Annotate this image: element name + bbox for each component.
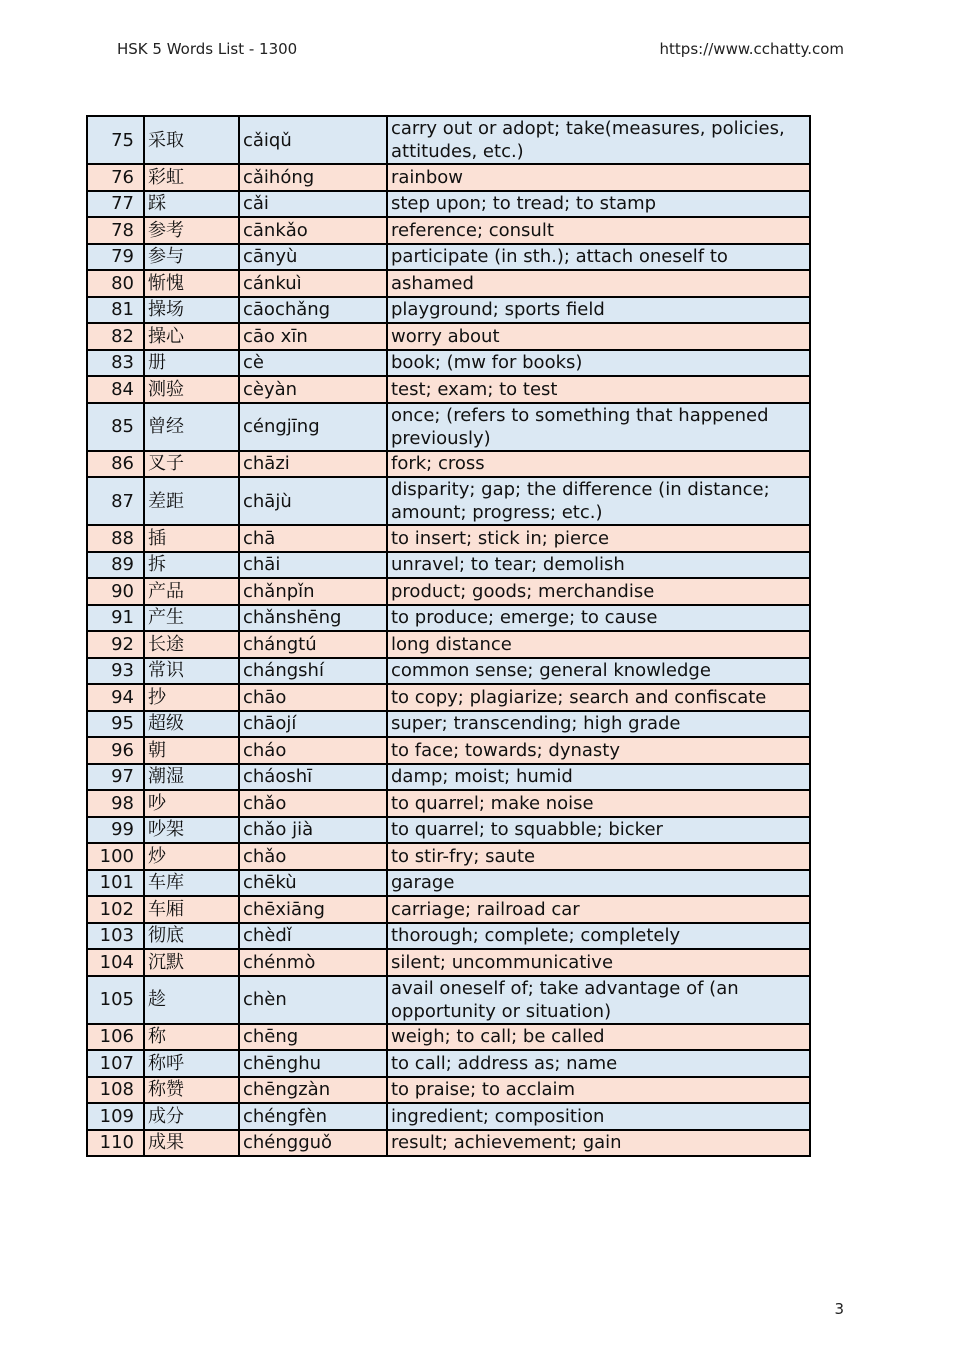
word-number: 78 xyxy=(87,217,144,244)
word-definition: step upon; to tread; to stamp xyxy=(387,191,810,218)
table-row xyxy=(87,164,810,191)
table-row xyxy=(87,244,810,271)
table-row xyxy=(87,1077,810,1104)
word-definition: to praise; to acclaim xyxy=(387,1077,810,1104)
word-number: 103 xyxy=(87,923,144,950)
word-definition: avail oneself of; take advantage of (an opportunity or situation) xyxy=(387,976,810,1024)
vocabulary-rows xyxy=(87,116,810,1156)
word-definition: playground; sports field xyxy=(387,297,810,324)
word-number: 97 xyxy=(87,764,144,791)
word-pinyin: chǎo jià xyxy=(239,817,387,844)
word-definition: to face; towards; dynasty xyxy=(387,737,810,764)
word-definition: carriage; railroad car xyxy=(387,896,810,923)
word-hanzi: 参考 xyxy=(144,217,239,244)
word-hanzi: 称赞 xyxy=(144,1077,239,1104)
page-number: 3 xyxy=(834,1300,844,1318)
word-number: 80 xyxy=(87,270,144,297)
word-definition: test; exam; to test xyxy=(387,376,810,403)
word-hanzi: 抄 xyxy=(144,684,239,711)
table-row xyxy=(87,1024,810,1051)
word-definition: unravel; to tear; demolish xyxy=(387,552,810,579)
table-row xyxy=(87,605,810,632)
word-pinyin: cèyàn xyxy=(239,376,387,403)
word-number: 87 xyxy=(87,477,144,525)
word-number: 110 xyxy=(87,1130,144,1157)
word-number: 86 xyxy=(87,451,144,478)
word-definition: ingredient; composition xyxy=(387,1103,810,1130)
word-pinyin: chēnghu xyxy=(239,1050,387,1077)
table-row xyxy=(87,737,810,764)
word-definition: to stir-fry; saute xyxy=(387,843,810,870)
word-pinyin: chángshí xyxy=(239,658,387,685)
word-hanzi: 参与 xyxy=(144,244,239,271)
word-pinyin: chāi xyxy=(239,552,387,579)
word-definition: thorough; complete; completely xyxy=(387,923,810,950)
word-pinyin: cǎihóng xyxy=(239,164,387,191)
word-hanzi: 测验 xyxy=(144,376,239,403)
table-row xyxy=(87,631,810,658)
word-number: 79 xyxy=(87,244,144,271)
word-pinyin: cāo xīn xyxy=(239,323,387,350)
table-row xyxy=(87,297,810,324)
word-hanzi: 惭愧 xyxy=(144,270,239,297)
table-row xyxy=(87,578,810,605)
word-hanzi: 踩 xyxy=(144,191,239,218)
word-pinyin: cāochǎng xyxy=(239,297,387,324)
word-pinyin: chēxiāng xyxy=(239,896,387,923)
word-pinyin: chénmò xyxy=(239,949,387,976)
word-pinyin: chēngzàn xyxy=(239,1077,387,1104)
word-hanzi: 朝 xyxy=(144,737,239,764)
word-definition: ashamed xyxy=(387,270,810,297)
word-number: 99 xyxy=(87,817,144,844)
word-hanzi: 车厢 xyxy=(144,896,239,923)
vocabulary-table xyxy=(86,115,811,1157)
word-definition: damp; moist; humid xyxy=(387,764,810,791)
table-row xyxy=(87,711,810,738)
word-pinyin: chǎo xyxy=(239,843,387,870)
word-number: 93 xyxy=(87,658,144,685)
word-hanzi: 成分 xyxy=(144,1103,239,1130)
word-hanzi: 彻底 xyxy=(144,923,239,950)
table-row xyxy=(87,949,810,976)
word-number: 108 xyxy=(87,1077,144,1104)
word-pinyin: chèdǐ xyxy=(239,923,387,950)
word-hanzi: 吵架 xyxy=(144,817,239,844)
word-definition: rainbow xyxy=(387,164,810,191)
word-hanzi: 成果 xyxy=(144,1130,239,1157)
word-number: 81 xyxy=(87,297,144,324)
word-number: 100 xyxy=(87,843,144,870)
word-definition: super; transcending; high grade xyxy=(387,711,810,738)
word-pinyin: cānkǎo xyxy=(239,217,387,244)
word-hanzi: 彩虹 xyxy=(144,164,239,191)
word-hanzi: 插 xyxy=(144,525,239,552)
word-definition: to call; address as; name xyxy=(387,1050,810,1077)
word-definition: garage xyxy=(387,870,810,897)
word-pinyin: chāzi xyxy=(239,451,387,478)
table-row xyxy=(87,976,810,1024)
word-hanzi: 趁 xyxy=(144,976,239,1024)
word-pinyin: cǎiqǔ xyxy=(239,116,387,164)
word-definition: book; (mw for books) xyxy=(387,350,810,377)
word-number: 101 xyxy=(87,870,144,897)
word-definition: carry out or adopt; take(measures, policies, attitudes, etc.) xyxy=(387,116,810,164)
word-hanzi: 采取 xyxy=(144,116,239,164)
word-number: 77 xyxy=(87,191,144,218)
word-pinyin: cháo xyxy=(239,737,387,764)
word-hanzi: 炒 xyxy=(144,843,239,870)
word-definition: participate (in sth.); attach oneself to xyxy=(387,244,810,271)
word-number: 91 xyxy=(87,605,144,632)
table-row xyxy=(87,116,810,164)
word-number: 85 xyxy=(87,403,144,451)
word-number: 102 xyxy=(87,896,144,923)
table-row xyxy=(87,1103,810,1130)
word-hanzi: 叉子 xyxy=(144,451,239,478)
word-definition: to quarrel; to squabble; bicker xyxy=(387,817,810,844)
word-pinyin: chā xyxy=(239,525,387,552)
word-number: 89 xyxy=(87,552,144,579)
table-row xyxy=(87,1130,810,1157)
table-row xyxy=(87,217,810,244)
word-number: 83 xyxy=(87,350,144,377)
table-row xyxy=(87,350,810,377)
word-number: 76 xyxy=(87,164,144,191)
table-row xyxy=(87,525,810,552)
word-number: 98 xyxy=(87,790,144,817)
word-definition: to quarrel; make noise xyxy=(387,790,810,817)
word-definition: silent; uncommunicative xyxy=(387,949,810,976)
word-definition: product; goods; merchandise xyxy=(387,578,810,605)
table-row xyxy=(87,896,810,923)
table-row xyxy=(87,658,810,685)
word-hanzi: 沉默 xyxy=(144,949,239,976)
word-pinyin: céngjīng xyxy=(239,403,387,451)
word-number: 109 xyxy=(87,1103,144,1130)
table-row xyxy=(87,764,810,791)
word-hanzi: 差距 xyxy=(144,477,239,525)
table-row xyxy=(87,1050,810,1077)
word-pinyin: chèn xyxy=(239,976,387,1024)
word-hanzi: 曾经 xyxy=(144,403,239,451)
word-definition: reference; consult xyxy=(387,217,810,244)
table-row xyxy=(87,376,810,403)
word-pinyin: chāojí xyxy=(239,711,387,738)
word-definition: to produce; emerge; to cause xyxy=(387,605,810,632)
word-definition: weigh; to call; be called xyxy=(387,1024,810,1051)
word-number: 96 xyxy=(87,737,144,764)
word-number: 84 xyxy=(87,376,144,403)
word-pinyin: cánkuì xyxy=(239,270,387,297)
word-hanzi: 拆 xyxy=(144,552,239,579)
word-pinyin: chǎnshēng xyxy=(239,605,387,632)
word-definition: fork; cross xyxy=(387,451,810,478)
word-hanzi: 操心 xyxy=(144,323,239,350)
table-row xyxy=(87,684,810,711)
word-hanzi: 称呼 xyxy=(144,1050,239,1077)
word-hanzi: 产生 xyxy=(144,605,239,632)
word-hanzi: 超级 xyxy=(144,711,239,738)
word-hanzi: 册 xyxy=(144,350,239,377)
word-definition: result; achievement; gain xyxy=(387,1130,810,1157)
word-pinyin: chēng xyxy=(239,1024,387,1051)
table-row xyxy=(87,817,810,844)
word-number: 94 xyxy=(87,684,144,711)
word-hanzi: 称 xyxy=(144,1024,239,1051)
word-pinyin: chēkù xyxy=(239,870,387,897)
table-row xyxy=(87,790,810,817)
word-pinyin: chángtú xyxy=(239,631,387,658)
word-hanzi: 常识 xyxy=(144,658,239,685)
word-pinyin: chéngguǒ xyxy=(239,1130,387,1157)
word-number: 107 xyxy=(87,1050,144,1077)
word-definition: long distance xyxy=(387,631,810,658)
word-number: 75 xyxy=(87,116,144,164)
table-row xyxy=(87,451,810,478)
word-pinyin: chéngfèn xyxy=(239,1103,387,1130)
word-definition: to insert; stick in; pierce xyxy=(387,525,810,552)
word-pinyin: chāo xyxy=(239,684,387,711)
word-definition: disparity; gap; the difference (in distance; amount; progress; etc.) xyxy=(387,477,810,525)
word-hanzi: 产品 xyxy=(144,578,239,605)
word-number: 104 xyxy=(87,949,144,976)
word-hanzi: 长途 xyxy=(144,631,239,658)
word-number: 82 xyxy=(87,323,144,350)
word-definition: worry about xyxy=(387,323,810,350)
word-definition: to copy; plagiarize; search and confiscate xyxy=(387,684,810,711)
table-row xyxy=(87,191,810,218)
word-hanzi: 潮湿 xyxy=(144,764,239,791)
word-pinyin: cǎi xyxy=(239,191,387,218)
word-pinyin: cháoshī xyxy=(239,764,387,791)
word-hanzi: 吵 xyxy=(144,790,239,817)
word-definition: once; (refers to something that happened previously) xyxy=(387,403,810,451)
word-number: 90 xyxy=(87,578,144,605)
table-row xyxy=(87,870,810,897)
word-number: 92 xyxy=(87,631,144,658)
word-hanzi: 车库 xyxy=(144,870,239,897)
header-url: https://www.cchatty.com xyxy=(659,40,844,58)
word-number: 88 xyxy=(87,525,144,552)
table-row xyxy=(87,270,810,297)
table-row xyxy=(87,477,810,525)
word-number: 95 xyxy=(87,711,144,738)
header-title: HSK 5 Words List - 1300 xyxy=(117,40,298,58)
table-row xyxy=(87,843,810,870)
word-number: 105 xyxy=(87,976,144,1024)
word-number: 106 xyxy=(87,1024,144,1051)
word-pinyin: chǎnpǐn xyxy=(239,578,387,605)
word-pinyin: cānyù xyxy=(239,244,387,271)
table-row xyxy=(87,323,810,350)
table-row xyxy=(87,552,810,579)
word-definition: common sense; general knowledge xyxy=(387,658,810,685)
word-pinyin: chājù xyxy=(239,477,387,525)
word-hanzi: 操场 xyxy=(144,297,239,324)
word-pinyin: cè xyxy=(239,350,387,377)
word-pinyin: chǎo xyxy=(239,790,387,817)
table-row xyxy=(87,923,810,950)
table-row xyxy=(87,403,810,451)
